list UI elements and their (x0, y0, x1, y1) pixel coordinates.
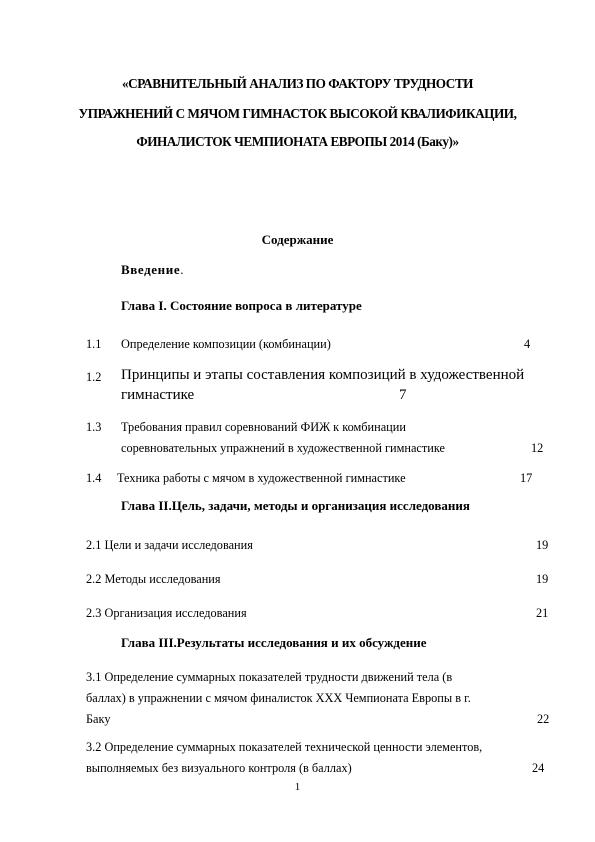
toc-item-text: Техника работы с мячом в художественной гимнастике (117, 471, 406, 485)
toc-chapter-1 (121, 298, 362, 314)
toc-item-page: 22 (537, 712, 550, 726)
toc-item-text: 3.1 Определение суммарных показателей трудности движений тела (в (86, 670, 453, 684)
page-number: 1 (294, 781, 301, 793)
toc-item-text: 3.2 Определение суммарных показателей технической ценности элементов, (86, 740, 483, 754)
toc-item-number: 1.4 (86, 471, 102, 485)
toc-chapter-3: Глава III.Результаты исследования и их обсуждение (121, 635, 427, 650)
toc-item-page: 21 (536, 606, 549, 620)
document-title-line-2: УПРАЖНЕНИЙ С МЯЧОМ ГИМНАСТОК ВЫСОКОЙ КВАЛИФИКАЦИИ, (78, 106, 517, 121)
toc-item-number: 1.3 (86, 420, 102, 434)
toc-item-text: 2.3 Организация исследования (86, 606, 247, 620)
toc-item-text-continued: соревновательных упражнений в художественной гимнастике (121, 441, 445, 455)
toc-item-text: Принципы и этапы составления композиций в художественной (121, 367, 525, 383)
toc-item-page: 19 (536, 538, 549, 552)
chapter-1-title: . Состояние вопроса в литературе (163, 298, 362, 313)
chapter-1-label: Глава I (121, 298, 164, 313)
toc-item-text-continued: выполняемых без визуального контроля (в баллах) (86, 761, 352, 775)
toc-item-text-continued: гимнастике (121, 387, 195, 403)
toc-introduction (121, 262, 183, 278)
toc-item-text: Требования правил соревнований ФИЖ к комбинации (121, 420, 406, 434)
toc-item-number: 1.1 (86, 337, 102, 351)
document-title-line-1: «СРАВНИТЕЛЬНЫЙ АНАЛИЗ ПО ФАКТОРУ ТРУДНОСТИ (122, 76, 473, 91)
toc-item-text: 2.1 Цели и задачи исследования (86, 538, 253, 552)
intro-label: Введение (121, 262, 181, 277)
toc-item-page: 19 (536, 572, 549, 586)
toc-item-page: 7 (399, 387, 407, 403)
toc-item-number: 1.2 (86, 370, 102, 384)
toc-heading: Содержание (261, 232, 334, 247)
toc-item-text-continued: баллах) в упражнении с мячом финалисток XXX Чемпионата Европы в г. (86, 691, 471, 705)
document-title-line-3: ФИНАЛИСТОК ЧЕМПИОНАТА ЕВРОПЫ 2014 (Баку)» (136, 134, 459, 149)
toc-item-page: 12 (531, 441, 544, 455)
toc-item-text: Определение композиции (комбинации) (121, 337, 331, 351)
toc-item-page: 4 (524, 337, 531, 351)
toc-item-text: 2.2 Методы исследования (86, 572, 221, 586)
toc-chapter-2: Глава II.Цель, задачи, методы и организация исследования (121, 498, 470, 513)
toc-item-page: 17 (520, 471, 533, 485)
toc-item-page: 24 (532, 761, 545, 775)
toc-item-text-continued: Баку (86, 712, 111, 726)
intro-dot: . (180, 262, 184, 277)
